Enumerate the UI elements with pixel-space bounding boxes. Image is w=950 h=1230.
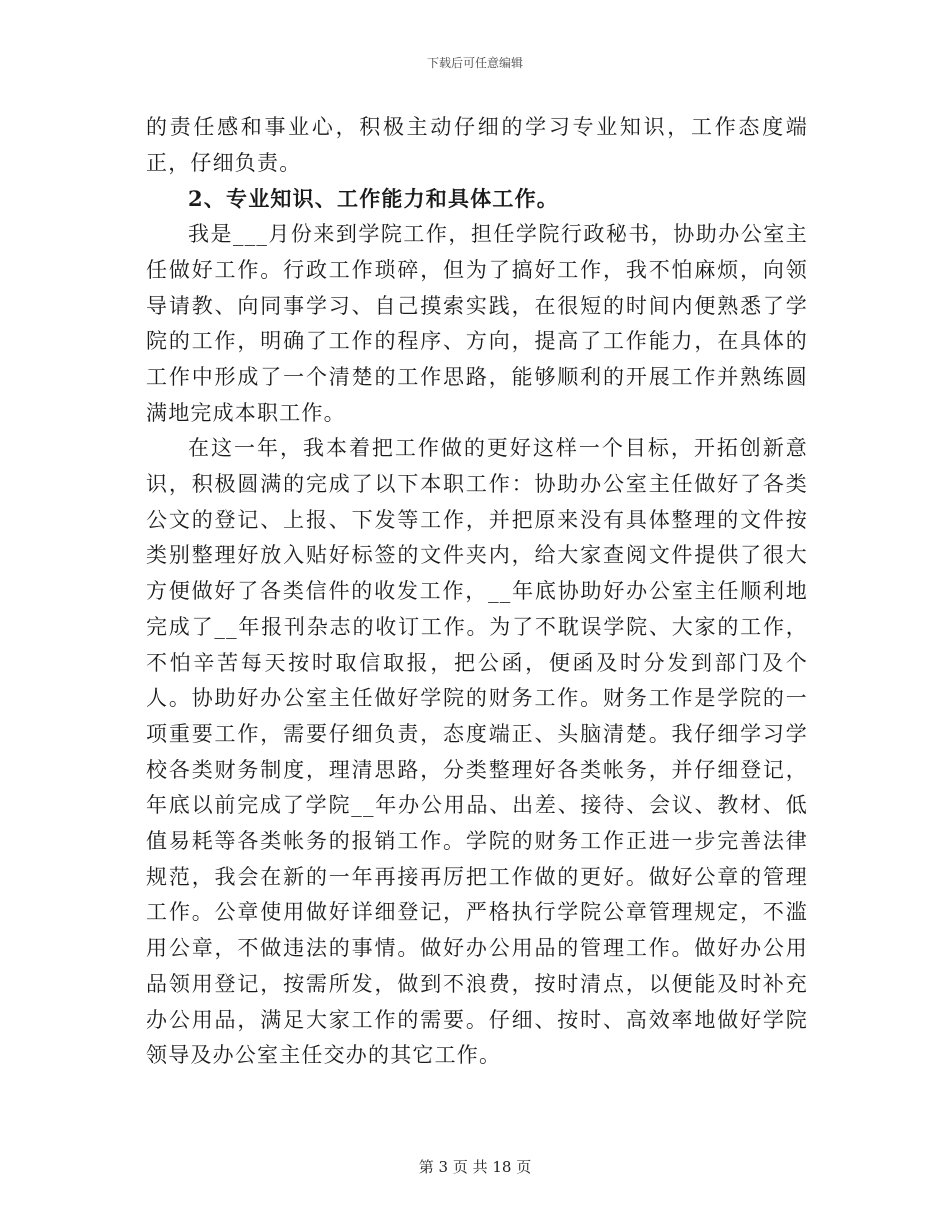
page-number: 第 3 页 共 18 页 <box>418 1158 532 1176</box>
document-body <box>146 110 808 1074</box>
page-header: 下载后可任意编辑 <box>426 56 523 70</box>
section-heading: 2、专业知识、工作能力和具体工作。 <box>188 186 560 212</box>
paragraph-work-intro: 我是___月份来到学院工作，担任学院行政秘书，协助办公室主任做好工作。行政工作琐碎，但为了搞好工作，我不怕麻烦，向领导请教、向同事学习、自己摸索实践，在很短的时间内便熟悉了学院的工作，明确了工作的程序、方向，提高了工作能力，在具体的工作中形成了一个清楚的工作思路，能够顺利的开展工作并熟练圆满地完成本职工作。 <box>146 222 808 425</box>
paragraph-continued: 的责任感和事业心，积极主动仔细的学习专业知识，工作态度端正，仔细负责。 <box>146 115 808 175</box>
paragraph-work-details: 在这一年，我本着把工作做的更好这样一个目标，开拓创新意识，积极圆满的完成了以下本职工作：协助办公室主任做好了各类公文的登记、上报、下发等工作，并把原来没有具体整理的文件按类别整理好放入贴好标签的文件夹内，给大家查阅文件提供了很大方便做好了各类信件的收发工作，__年底协助好办公室主任顺利地完成了__年报刊杂志的收订工作。为了不耽误学院、大家的工作，不怕辛苦每天按时取信取报，把公函，便函及时分发到部门及个人。协助好办公室主任做好学院的财务工作。财务工作是学院的一项重要工作，需要仔细负责，态度端正、头脑清楚。我仔细学习学校各类财务制度，理清思路，分类整理好各类帐务，并仔细登记，年底以前完成了学院__年办公用品、出差、接待、会议、教材、低值易耗等各类帐务的报销工作。学院的财务工作正进一步完善法律规范，我会在新的一年再接再厉把工作做的更好。做好公章的管理工作。公章使用做好详细登记，严格执行学院公章管理规定，不滥用公章，不做违法的事情。做好办公用品的管理工作。做好办公用品领用登记，按需所发，做到不浪费，按时清点，以便能及时补充办公用品，满足大家工作的需要。仔细、按时、高效率地做好学院领导及办公室主任交办的其它工作。 <box>146 436 808 1068</box>
